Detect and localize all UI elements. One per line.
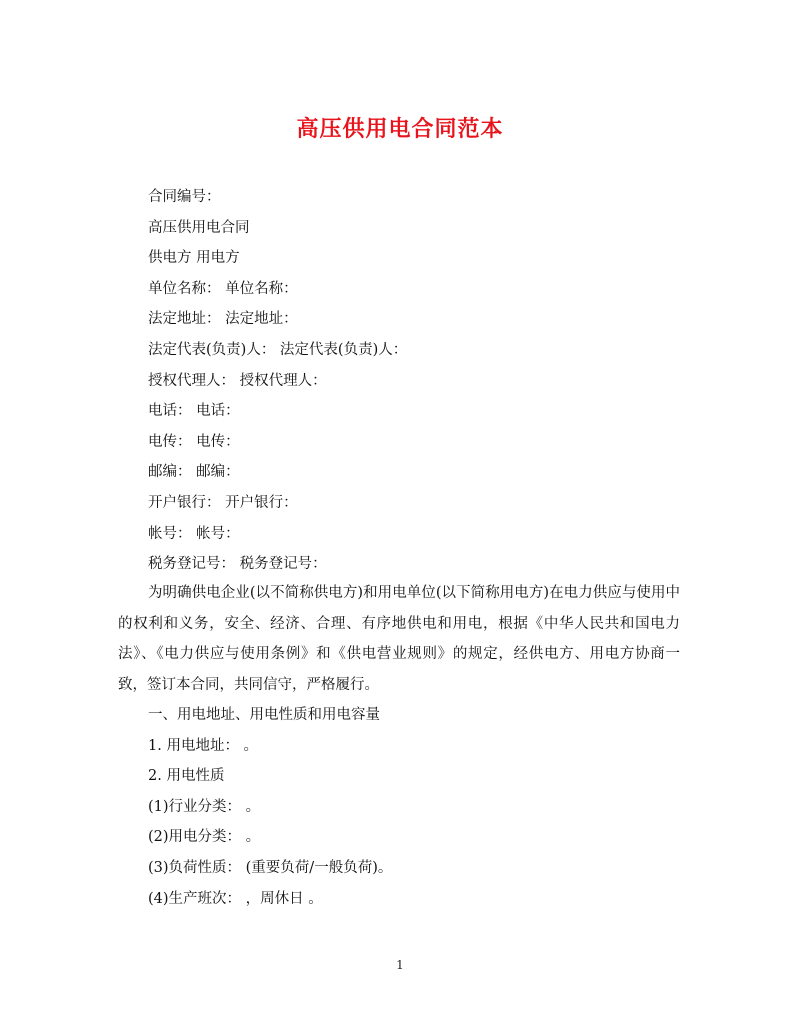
document-title: 高压供用电合同范本 bbox=[296, 116, 504, 142]
page-number: 1 bbox=[396, 958, 404, 972]
section-item: (2)用电分类： 。 bbox=[148, 829, 261, 846]
section-item: 1. 用电地址： 。 bbox=[148, 737, 259, 754]
postcode-line: 邮编： 邮编： bbox=[148, 464, 240, 481]
unit-name-line: 单位名称： 单位名称： bbox=[148, 280, 298, 297]
parties-line: 供电方 用电方 bbox=[148, 250, 240, 267]
section-one bbox=[148, 700, 658, 914]
phone-line: 电话： 电话： bbox=[148, 403, 240, 420]
preamble-paragraph: 为明确供电企业(以不简称供电方)和用电单位(以下简称用电方)在电力供应与使用中的权利和义务，安全、经济、合理、有序地供电和用电，根据《中华人民共和国电力法》、《电力供应与使用条例》和《供电营业规则》的规定，经供电方、用电方协商一致，签订本合同，共同信守，严格履行。 bbox=[118, 585, 680, 693]
contract-name-line: 高压供用电合同 bbox=[148, 219, 250, 236]
section-item: (4)生产班次： ，周休日 。 bbox=[148, 890, 323, 907]
legal-representative-line: 法定代表(负责)人： 法定代表(负责)人： bbox=[148, 341, 408, 358]
section-item: 2. 用电性质 bbox=[148, 768, 225, 785]
section-item: (1)行业分类： 。 bbox=[148, 798, 261, 815]
account-line: 帐号： 帐号： bbox=[148, 525, 240, 542]
tax-registration-line: 税务登记号： 税务登记号： bbox=[148, 556, 327, 573]
section-heading: 一、用电地址、用电性质和用电容量 bbox=[148, 707, 380, 723]
bank-line: 开户银行： 开户银行： bbox=[148, 494, 298, 511]
fax-line: 电传： 电传： bbox=[148, 433, 240, 450]
contract-header-fields bbox=[148, 182, 658, 580]
legal-address-line: 法定地址： 法定地址： bbox=[148, 311, 298, 328]
contract-number-line: 合同编号： bbox=[148, 189, 221, 205]
authorized-agent-line: 授权代理人： 授权代理人： bbox=[148, 372, 327, 389]
section-item: (3)负荷性质： (重要负荷/一般负荷)。 bbox=[148, 859, 393, 876]
